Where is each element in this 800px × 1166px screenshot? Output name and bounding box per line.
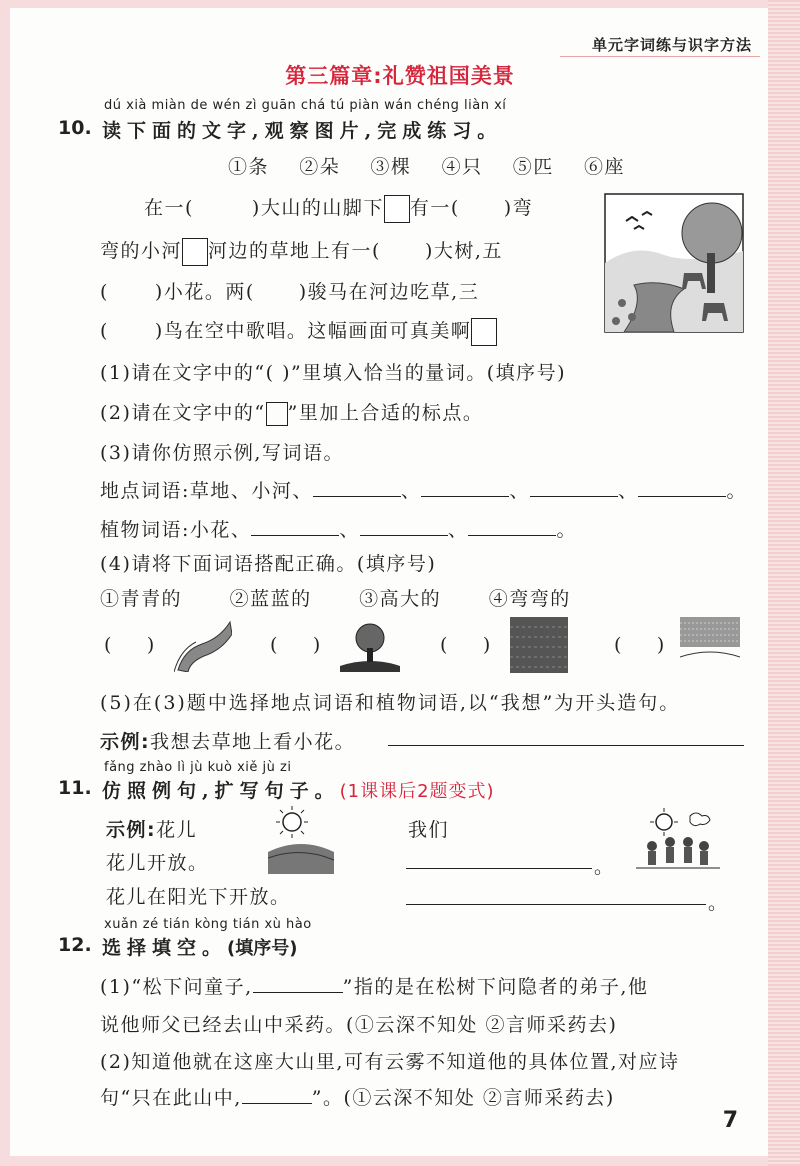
passage-text: )大树,五 xyxy=(424,240,503,262)
passage-text: )骏马在河边吃草,三 xyxy=(298,281,480,303)
passage-text: ( xyxy=(100,320,109,342)
match-paren-4[interactable]: ( ) xyxy=(614,634,666,656)
answer-blank[interactable] xyxy=(242,1085,312,1104)
q12-number: 12. xyxy=(58,934,92,956)
q10-title: 读下面的文字,观察图片,完成练习。 xyxy=(102,120,503,142)
passage-text: )小花。两( xyxy=(154,281,255,303)
q12-title-suffix: (填序号) xyxy=(227,938,298,959)
river-icon xyxy=(174,620,232,672)
q12-text: ”指的是在松树下问隐者的弟子,他 xyxy=(342,976,649,998)
example-label: 示例: xyxy=(100,731,151,753)
sentence-answer-line[interactable] xyxy=(388,745,744,746)
passage-text: 在一( xyxy=(144,197,194,219)
q10-sub1: (1)请在文字中的“( )”里填入恰当的量词。(填序号) xyxy=(100,362,567,384)
passage-text: 弯的小河 xyxy=(100,240,183,262)
q12-title-line xyxy=(102,933,297,960)
sub2-text: ”里加上合适的标点。 xyxy=(287,402,484,424)
q11-example-line3: 花儿在阳光下开放。 xyxy=(106,886,291,908)
passage-text: 河边的草地上有一( xyxy=(208,240,381,262)
punctuation-box[interactable] xyxy=(182,238,208,266)
answer-blank[interactable] xyxy=(360,517,448,536)
match-options xyxy=(100,584,571,611)
q10-example xyxy=(100,727,355,754)
passage-line-2 xyxy=(100,236,503,266)
place-words-line xyxy=(100,476,747,503)
sample-box xyxy=(266,402,288,426)
landscape-illustration xyxy=(604,193,744,333)
separator: 、 xyxy=(617,480,639,502)
flowers-sun-icon xyxy=(268,806,334,874)
q11-title: 仿照例句,扩写句子。 xyxy=(102,780,340,802)
q12-text: 句“只在此山中, xyxy=(100,1087,242,1109)
q10-pinyin: dú xià miàn de wén zì guān chá tú piàn wán chéng liàn xí xyxy=(104,98,507,113)
q11-example-line2: 花儿开放。 xyxy=(106,852,209,874)
example-word: 花儿 xyxy=(156,819,198,841)
passage-line-3 xyxy=(100,277,479,304)
sub2-text: (2)请在文字中的“ xyxy=(100,402,266,424)
q11-word: 我们 xyxy=(408,819,450,841)
passage-text: )大山的山脚下 xyxy=(251,197,384,219)
example-label: 示例: xyxy=(106,819,157,841)
header-divider xyxy=(560,56,760,57)
separator: 、 xyxy=(339,519,360,541)
q12-sub2-line1: (2)知道他就在这座大山里,可有云雾不知道他的具体位置,对应诗 xyxy=(100,1051,680,1073)
punctuation-box[interactable] xyxy=(471,318,497,346)
q12-text: (1)“松下问童子, xyxy=(100,976,253,998)
period: 。 xyxy=(556,519,577,541)
place-words-label: 地点词语:草地、小河、 xyxy=(100,480,313,502)
match-paren-2[interactable]: ( ) xyxy=(270,634,322,656)
sky-icon xyxy=(680,617,740,665)
punctuation-box[interactable] xyxy=(384,195,410,223)
separator: 、 xyxy=(509,480,530,502)
q12-sub1-line2: 说他师父已经去山中采药。(①云深不知处 ②言师采药去) xyxy=(100,1014,618,1036)
period: 。 xyxy=(594,856,615,878)
answer-blank[interactable] xyxy=(468,517,556,536)
page-number: 7 xyxy=(722,1108,738,1133)
passage-text: 有一( xyxy=(409,197,460,219)
answer-blank[interactable] xyxy=(638,478,726,497)
q11-pinyin: fǎng zhào lì jù kuò xiě jù zi xyxy=(104,760,292,775)
answer-blank[interactable] xyxy=(530,478,618,497)
q10-sub2 xyxy=(100,398,483,426)
match-option-1: ①青青的 xyxy=(100,588,183,610)
separator: 、 xyxy=(447,519,469,541)
children-sun-icon xyxy=(636,806,720,876)
option-4: ④只 xyxy=(441,156,483,178)
tree-icon xyxy=(340,620,400,672)
q12-sub2-line2 xyxy=(100,1083,615,1110)
q12-sub1-line1 xyxy=(100,972,648,999)
q11-variant: (1课课后2题变式) xyxy=(339,781,495,802)
option-5: ⑤匹 xyxy=(512,156,554,178)
plant-words-line xyxy=(100,515,577,542)
answer-line-2[interactable] xyxy=(406,904,706,905)
section-header: 单元字词练与识字方法 xyxy=(591,36,752,54)
period: 。 xyxy=(708,892,729,914)
option-6: ⑥座 xyxy=(583,156,625,178)
option-1: ①条 xyxy=(228,156,270,178)
match-paren-3[interactable]: ( ) xyxy=(440,634,492,656)
plant-words-label: 植物词语:小花、 xyxy=(100,519,252,541)
passage-text: )弯 xyxy=(503,197,534,219)
q10-sub4: (4)请将下面词语搭配正确。(填序号) xyxy=(100,553,437,575)
grass-icon xyxy=(510,617,568,673)
passage-line-4 xyxy=(100,316,497,346)
match-paren-1[interactable]: ( ) xyxy=(104,634,156,656)
passage-text: )鸟在空中歌唱。这幅画面可真美啊 xyxy=(154,320,472,342)
passage-text: ( xyxy=(100,281,109,303)
match-option-2: ②蓝蓝的 xyxy=(229,588,312,610)
answer-blank[interactable] xyxy=(251,517,339,536)
option-3: ③棵 xyxy=(370,156,412,178)
option-2: ②朵 xyxy=(299,156,341,178)
q12-pinyin: xuǎn zé tián kòng tián xù hào xyxy=(104,917,312,932)
q12-text: ”。(①云深不知处 ②言师采药去) xyxy=(311,1087,615,1109)
answer-blank[interactable] xyxy=(313,478,401,497)
match-option-4: ④弯弯的 xyxy=(488,588,571,610)
passage-line-1 xyxy=(144,193,533,223)
separator: 、 xyxy=(400,480,422,502)
period: 。 xyxy=(726,480,747,502)
answer-blank[interactable] xyxy=(421,478,509,497)
q10-sub3: (3)请你仿照示例,写词语。 xyxy=(100,442,344,464)
q11-title-line xyxy=(102,776,495,803)
q10-number: 10. xyxy=(58,117,92,139)
answer-line-1[interactable] xyxy=(406,868,592,869)
answer-blank[interactable] xyxy=(253,974,343,993)
q11-example-line1 xyxy=(106,815,197,842)
q12-title: 选择填空。 xyxy=(102,937,228,959)
q10-sub5: (5)在(3)题中选择地点词语和植物词语,以“我想”为开头造句。 xyxy=(100,692,681,714)
match-option-3: ③高大的 xyxy=(359,588,442,610)
chapter-title: 第三篇章:礼赞祖国美景 xyxy=(285,64,515,88)
page-edge-decoration xyxy=(768,0,800,1166)
q10-options xyxy=(228,152,625,179)
example-text: 我想去草地上看小花。 xyxy=(150,731,356,753)
q11-number: 11. xyxy=(58,777,92,799)
